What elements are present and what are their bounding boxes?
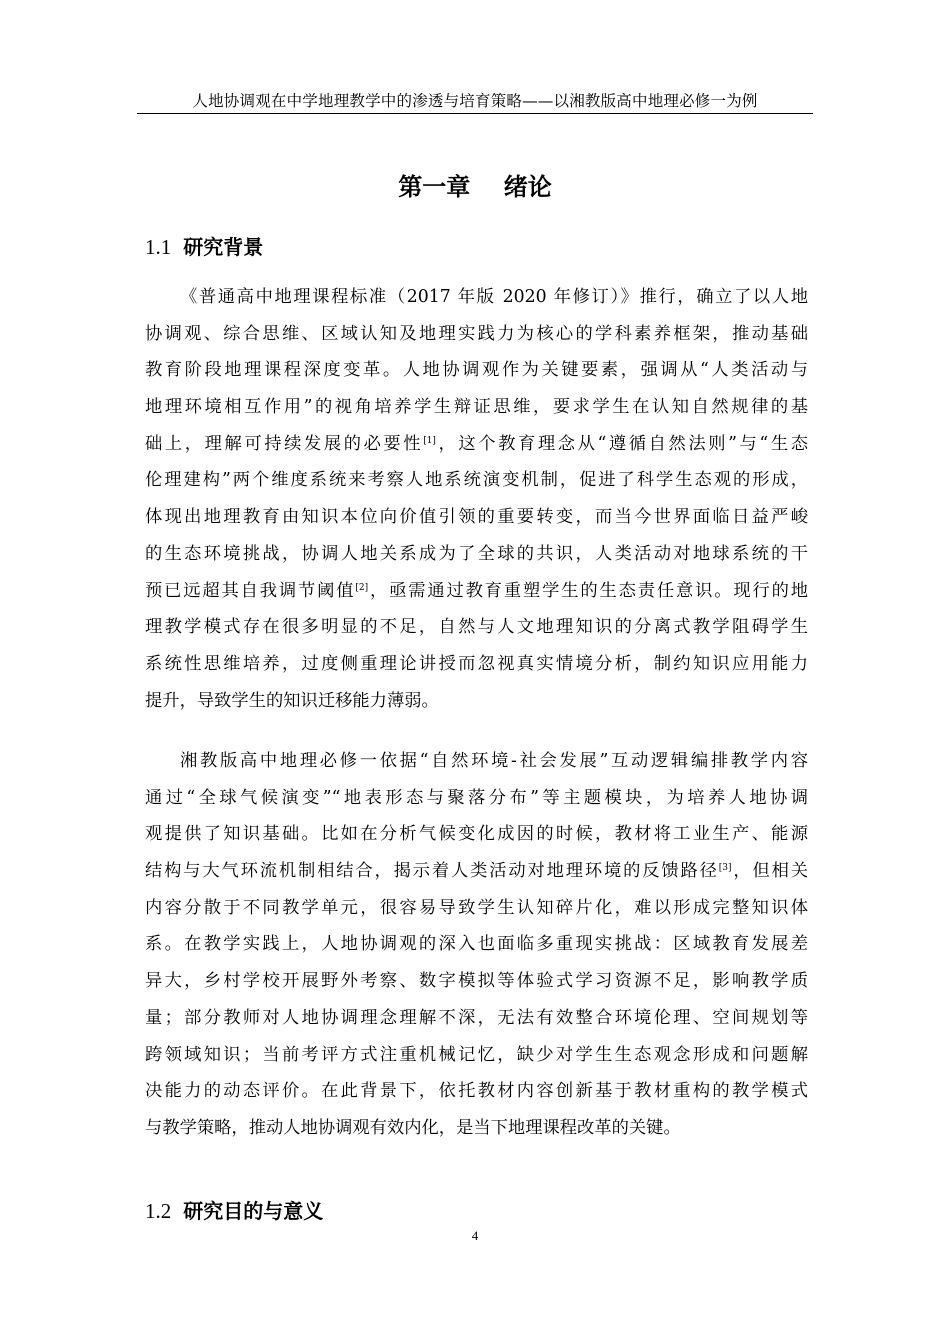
running-header: 人地协调观在中学地理教学中的渗透与培育策略——以湘教版高中地理必修一为例: [192, 92, 758, 110]
text-line: 体现出地理教育由知识本位向价值引领的重要转变，而当今世界面临日益严峻: [145, 507, 808, 528]
text-line: [145, 426, 808, 463]
text-line: 决能力的动态评价。在此背景下，依托教材内容创新基于教材重构的教学模式: [145, 1081, 808, 1102]
citation-2[interactable]: [2]: [355, 582, 369, 593]
text-segment: 础上，理解可持续发展的必要性: [145, 433, 424, 454]
text-line: 湘教版高中地理必修一依据“自然环境-社会发展”互动逻辑编排教学内容: [180, 751, 808, 771]
text-line: 观提供了知识基础。比如在分析气候变化成因的时候，教材将工业生产、能源: [145, 824, 808, 845]
text-segment: ，但相关: [731, 861, 808, 882]
paragraph-1: [145, 279, 808, 719]
text-line: 协调观、综合思维、区域认知及地理实践力为核心的学科素养框架，推动基础: [145, 323, 808, 344]
text-line: 地理环境相互作用”的视角培养学生辩证思维，要求学生在认知自然规律的基: [145, 397, 808, 418]
section-title: 研究背景: [183, 235, 264, 259]
header-divider: [137, 113, 813, 114]
text-segment: ，亟需通过教育重塑学生的生态责任意识。现行的地: [368, 580, 808, 601]
text-line: 跨领域知识；当前考评方式注重机械记忆，缺少对学生生态观念形成和问题解: [145, 1044, 808, 1065]
text-segment: 结构与大气环流机制相结合，揭示着人类活动对地理环境的反馈路径: [145, 861, 719, 882]
text-line: 的生态环境挑战，协调人地关系成为了全球的共识，人类活动对地球系统的干: [145, 543, 808, 564]
section-heading-1-2: [145, 1196, 323, 1226]
section-heading-1-1: [145, 232, 263, 262]
text-segment: ，这个教育理念从“遵循自然法则”与“生态: [435, 433, 808, 454]
text-line: [145, 573, 808, 610]
chapter-title: 第一章 绪论: [398, 173, 552, 201]
text-line: 教育阶段地理课程深度变革。人地协调观作为关键要素，强调从“人类活动与: [145, 360, 808, 381]
page-number: 4: [471, 1228, 479, 1243]
text-line: 异大，乡村学校开展野外考察、数字模拟等体验式学习资源不足，影响教学质: [145, 971, 808, 992]
paragraph-2: [145, 743, 808, 1147]
text-line: 理教学模式存在很多明显的不足，自然与人文地理知识的分离式教学阻碍学生: [145, 617, 808, 638]
text-line: 伦理建构”两个维度系统来考察人地系统演变机制，促进了科学生态观的形成，: [145, 470, 808, 491]
text-line: 系。在教学实践上，人地协调观的深入也面临多重现实挑战：区域教育发展差: [145, 934, 808, 955]
text-line: 内容分散于不同教学单元，很容易导致学生认知碎片化，难以形成完整知识体: [145, 897, 808, 918]
text-line: 系统性思维培养，过度侧重理论讲授而忽视真实情境分析，制约知识应用能力: [145, 653, 808, 674]
section-number: 1.2: [145, 1199, 172, 1223]
text-line: 通过“全球气候演变”“地表形态与聚落分布”等主题模块，为培养人地协调: [145, 787, 808, 808]
text-line: 《普通高中地理课程标准（2017 年版 2020 年修订）》推行，确立了以人地: [180, 287, 808, 307]
text-line: 提升，导致学生的知识迁移能力薄弱。: [145, 690, 439, 711]
section-title: 研究目的与意义: [183, 1199, 324, 1223]
text-line: 量；部分教师对人地协调理念理解不深，无法有效整合环境伦理、空间规划等: [145, 1007, 808, 1028]
citation-3[interactable]: [3]: [718, 863, 732, 874]
text-line: [145, 853, 808, 890]
citation-1[interactable]: [1]: [423, 435, 436, 446]
text-segment: 预已远超其自我调节阈值: [145, 580, 356, 601]
text-line: 与教学策略，推动人地协调观有效内化，是当下地理课程改革的关键。: [145, 1117, 681, 1138]
section-number: 1.1: [145, 235, 172, 259]
